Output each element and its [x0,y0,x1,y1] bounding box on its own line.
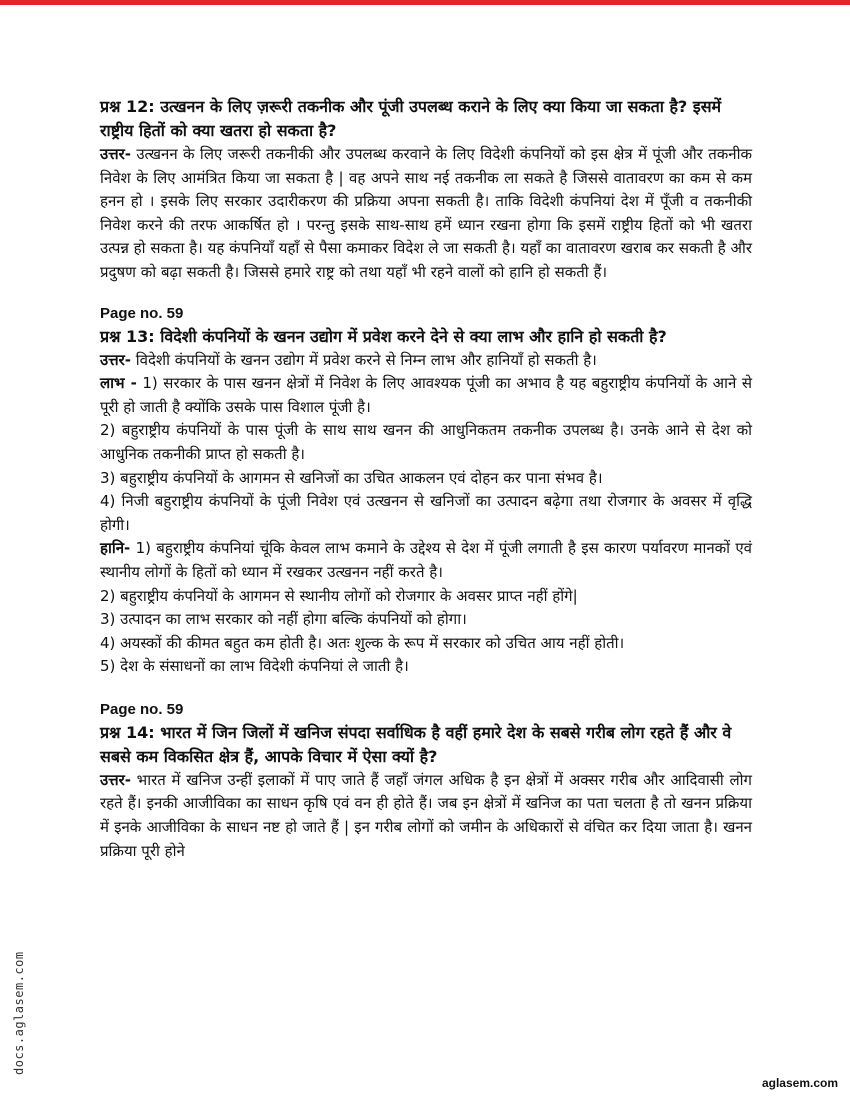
answer-label: उत्तर- [100,350,131,369]
labh-label: लाभ - [100,374,137,393]
spacer [100,285,752,303]
question-13: प्रश्न 13: विदेशी कंपनियों के खनन उद्योग में प्रवेश करने देने से क्या लाभ और हानि हो सकती है? [100,326,667,346]
answer-12 [100,143,752,285]
hani-item-4: 4) अयस्कों की कीमत बहुत कम होती है। अतः शुल्क के रूप में सरकार को उचित आय नहीं होती। [100,633,625,652]
hani-label: हानि- [100,539,131,558]
hani-item-3: 3) उत्पादन का लाभ सरकार को नहीं होगा बल्कि कंपनियों को होगा। [100,610,467,629]
answer-14 [100,769,752,863]
question-14: प्रश्न 14: भारत में जिन जिलों में खनिज संपदा सर्वाधिक है वहीं हमारे देश के सबसे गरीब लोग रहते हैं और वे सबसे कम विकसित क्षेत्र हैं, आपके विचार में ऐसा क्यों है? [100,722,732,766]
side-url-text: docs.aglasem.com [12,951,26,1075]
top-red-rule [0,0,850,5]
answer-label: उत्तर- [100,145,131,163]
question-12: प्रश्न 12: उत्खनन के लिए ज़रूरी तकनीक और पूंजी उपलब्ध कराने के लिए क्या किया जा सकता है? इसमें राष्ट्रीय हितों को क्या खतरा हो सकता है? [100,97,722,140]
answer-text: उत्खनन के लिए जरूरी तकनीकी और उपलब्ध करवाने के लिए विदेशी कंपनियों को इस क्षेत्र में पूंजी और तकनीक निवेश के लिए आमंत्रित किया जा सकता है | वह अपने साथ नई तकनीक ला सकते है जिससे वातावरण का कम से कम हनन हो । इसके लिए सरकार उदारीकरण की प्रक्रिया अपना सकती है। ताकि विदेशी कंपनियां देश में पूँजी व तकनीकी निवेश करने की तरफ आकर्षित हो । परन्तु इसके साथ-साथ हमें ध्यान रखना होगा कि इसमें राष्ट्रीय हितों को भी खतरा उत्पन्न हो सकता है। यह कंपनियाँ यहाँ से पैसा कमाकर विदेश ले जा सकती है। यहाँ का वातावरण खराब कर सकती है और प्रदुषण को बढ़ा सकती है। जिससे हमारे राष्ट्र को तथा यहाँ भी रहने वालों को हानि हो सकती हैं। [100,145,752,281]
labh-item-3: 3) बहुराष्ट्रीय कंपनियों के आगमन से खनिजों का उचित आकलन एवं दोहन कर पाना संभव है। [100,468,603,487]
spacer [100,679,752,699]
answer-13 [100,349,752,373]
answer-text: भारत में खनिज उन्हीं इलाकों में पाए जाते हैं जहाँ जंगल अधिक है इन क्षेत्रों में अक्सर गरीब और आदिवासी लोग रहते हैं। इनकी आजीविका का साधन कृषि एवं वन ही होते हैं। जब इन क्षेत्रों में खनिज का पता चलता है तो खनन प्रक्रिया में इनके आजीविका के साधन नष्ट हो जाते हैं | इन गरीब लोगों को जमीन के अधिकारों से वंचित कर दिया जाता है। खनन प्रक्रिया पूरी होने [100,770,752,860]
answer-text: विदेशी कंपनियों के खनन उद्योग में प्रवेश करने से निम्न लाभ और हानियाँ हो सकती है। [130,350,597,369]
footer-brand: aglasem.com [761,1076,838,1090]
answer-label: उत्तर- [100,770,131,789]
labh-item-1 [100,372,752,419]
labh-item-4: 4) निजी बहुराष्ट्रीय कंपनियों के पूंजी निवेश एवं उत्खनन से खनिजों का उत्पादन बढ़ेगा तथा रोजगार के अवसर में वृद्धि होगी। [100,492,752,534]
page-number: Page no. 59 [100,700,184,718]
hani-item-5: 5) देश के संसाधनों का लाभ विदेशी कंपनियां ले जाती है। [100,657,409,676]
document-body [100,95,752,863]
labh-item-2: 2) बहुराष्ट्रीय कंपनियों के पास पूंजी के साथ साथ खनन की आधुनिकतम तकनीक उपलब्ध है। उनके आने से देश को आधुनिक तकनीकी प्राप्त हो सकती है। [100,421,752,463]
hani-item-2: 2) बहुराष्ट्रीय कंपनियों के आगमन से स्थानीय लोगों को रोजगार के अवसर प्राप्त नहीं होंगे| [100,586,578,605]
labh-text: 1) सरकार के पास खनन क्षेत्रों में निवेश के लिए आवश्यक पूंजी का अभाव है यह बहुराष्ट्रीय कंपनियों के आने से पूरी हो जाती है क्योंकि उसके पास विशाल पूंजी है। [100,374,752,416]
hani-item-1 [100,537,752,584]
page-number: Page no. 59 [100,304,184,322]
hani-text: 1) बहुराष्ट्रीय कंपनियां चूंकि केवल लाभ कमाने के उद्देश्य से देश में पूंजी लगाती है इस कारण पर्यावरण मानकों एवं स्थानीय लोगों के हितों को ध्यान में रखकर उत्खनन नहीं करते है। [100,539,752,581]
